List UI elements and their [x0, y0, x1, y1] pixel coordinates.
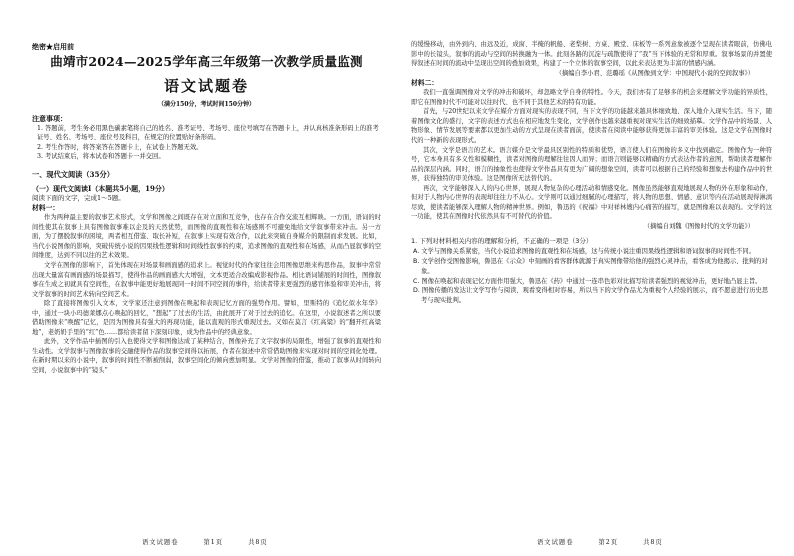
notice-item: 3. 考试结束后，将本试卷和答题卡一并交回。: [37, 153, 165, 161]
source-note: （摘编自刘魏《图像时代的文学功能》）: [643, 222, 754, 230]
paragraph: 文学在图像的影响下，首先体现在对场景和画面感的追求上。视觉时代的作家往往会用图像思维来构思作品，叙事中常常出现大量富有画面感的场景描写，使得作品的画面感大大增强，文本更适合改编成影视作品。相比语词铺展的时间性，图像叙事在生成之初就具有空间性，在叙事中能更好地展现同一时间不同空间的事件，给读者带来更强烈的感官体验和审美冲击，将文学叙事的时间艺术转向空间艺术。: [32, 261, 381, 298]
secret-mark: 绝密★启用前: [32, 42, 74, 51]
source-note: （摘编自李小君、范璐瑶《从图像到文学：中国现代小说的空间叙事》）: [555, 69, 754, 77]
material-label: 材料一：: [32, 204, 60, 213]
footer-paper: 语文试题卷: [142, 539, 179, 546]
paragraph: 其次，文学是语言的艺术。语言媒介是文学最具区别性的特质和优势，语言使人们在图像的多义中找到确定。图像作为一种符号，它本身具有多义性和模糊性，读者对图像的理解往往因人而异；而语言则能够以精确的方式表达作者的意图，帮助读者理解作品的深层内涵。同时，语言的抽象性也使得文学作品具有更为广阔的想象空间，读者可以根据自己的经验和想象去构建作品中的世界，获得独特的审美体验。这是图像所无法替代的。: [411, 146, 772, 183]
footer-page: 第1页: [203, 539, 224, 546]
exam-title: 曲靖市2024—2025学年高三年级第一次教学质量监测: [50, 54, 363, 69]
material-label: 材料二：: [411, 79, 439, 88]
answer-option-b: B. 文学创作受图像影响，鲁迅在《示众》中刻画的看客群体就源于真实图像带给他的强烈心灵冲击，看客成为他揭示、批判的对象。: [413, 258, 768, 275]
page-footer: [142, 537, 290, 546]
paragraph: 再次，文学能够深入人的内心世界，展现人物复杂的心理活动和情感变化。图像虽然能够直观地展现人物的外在形象和动作，但对于人物内心世界的表现却往往力不从心。文学则可以通过细腻的心理描写，将人物的思想、情感、意识等内在活动展现得淋漓尽致，使读者能够深入理解人物的精神世界。例如，鲁迅的《祝福》中对祥林嫂内心痛苦的描写，就是图像难以表现的。文学的这一功能，使其在图像时代依然具有不可替代的价值。: [411, 184, 772, 221]
paragraph: 我们一直强调图像对文学的冲击和破坏，却忽略文学自身的特性。今天，我们亦有了足够多的机会来理解文学功能的异质性，即它在图像时代不可能对以往时代、也不同于其他艺术的特有功能。: [411, 89, 772, 106]
section-title: 一、现代文阅读（35分）: [32, 169, 114, 179]
footer-total: 共8页: [643, 539, 663, 546]
notice-item: 1. 答题前，考生务必用黑色碳素笔将自己的姓名、准考证号、考场号、座位号填写在答题卡上，并认真核准条形码上的准考证号、姓名、考场号、座位号及科目，在规定的位置贴好条形码。: [37, 125, 379, 142]
paragraph: 的缓慢移动，由外到内、由远及近，成窗、半掩的帆船、老梨树、方桌、殿堂、床板等一系列意象被逐个呈现在读者眼前，仿佛电影中的长镜头，叙事的流动与空间的转换融为一体。此刻各路的沉淀与疏散使得了“我”当下体验的无常和厚重。叙事场景的并置使得叙述在时间的流动中呈现出空间的叠加效果，构建了一个立体的叙事空间，以此来表达更为丰富的情感内涵。: [411, 41, 772, 68]
page-footer: [537, 537, 685, 546]
footer-paper: 语文试题卷: [537, 539, 574, 546]
answer-option-d: D. 图像传播的发达让文学写作与阅读、观看变得相对容易，所以当下的文学作品尤为重视个人经验的展示，而不愿意进行历史思考与现实批判。: [413, 287, 769, 305]
footer-total: 共8页: [248, 539, 268, 546]
paragraph: 首先，与20世纪以来文学在媒介方面对现实的表现不同，当下文学的功能越来越具体细致地、深入地介入现实生活。当下，随着图像文化的盛行，文字的表述方式也在相应地发生变化，文学创作也越来越重视对现实生活的细致描摹。文学作品中的场景、人物形象、情节发展等要素都以更加生动的方式呈现在读者面前，使读者在阅读中能够获得更加丰富的审美体验。这是文学在图像时代的一种新的表现形式。: [411, 108, 772, 144]
footer-page: 第2页: [598, 539, 619, 546]
score-note: （满分150分，考试时间150分钟）: [157, 101, 256, 108]
subsection-title: （一）现代文阅读Ⅰ（本题共5小题，19分）: [32, 183, 169, 193]
notice-heading: 注意事项：: [32, 114, 67, 123]
instruction: 阅读下面的文字，完成1～5题。: [32, 193, 125, 202]
paragraph: 此外，文学作品中插图的引入也使得文学和图像达成了某种结合，图像补充了文字叙事的局限性，增强了叙事的直观性和生动性。文学叙事与图像叙事的交融使得作品的叙事空间得以拓展，作者在叙述中常常借助图像来实现对时间的空间化处理。在新时期以来的小说中，叙事的时间性不断被削弱，叙事空间化的倾向愈加明显。文学对图像的借鉴，推动了叙事从时间转向空间，小说叙事中的“镜头”: [32, 338, 381, 374]
answer-option-c: C. 图像在唤起和表现记忆方面作用强大，鲁迅在《药》中通过一连串色彩对比描写给读者强烈的视觉冲击，更好地凸显主旨。: [413, 277, 762, 285]
paragraph: 除了直接将图像引入文本，文学家还注意到图像在唤起和表现记忆方面的强势作用。譬如，里斯特的《追忆似水年华》中，通过一块小玛德莱娜点心唤起的回忆，“想起”了过去的生活，由此展开了对于过去的追忆。在这里，小说叙述者之所以要借助图像来“唤醒”记忆，是因为图像具有强大的再现功能，能以直观的形式重现过去。又如在莫言《红高粱》的“翻开红高粱地”，老奶奶手里的“红”色……都给读者留下深刻印象，成为作品中的经典意象。: [32, 300, 381, 336]
paragraph: 作为两种最主要的叙事艺术形式，文学和图像之间既存在对立面和互竞争，也存在合作交流互相辉映。一方面，语词的时间性使其在叙事上具有图像叙事难以企及的天然优势，而图像的直观性和在场感则不可避免地给文学叙事带来冲击。另一方面，为了摆脱叙事的困境，两者相互借鉴、取长补短，在叙事上实现有效合作，以此来突破自身媒介的限制而求发展。比如，当代小说图像的影响，突破传统小说的因果线性逻辑和时间线性叙事的约束，追求图像的直观性和在场感，从而凸显叙事的空间维度，达到不同以往的艺术效果。: [32, 214, 381, 260]
page-right: [397, 0, 794, 556]
notice-item: 2. 考生作答时，将答案答在答题卡上，在试卷上答题无效。: [37, 143, 203, 151]
question-stem: 1. 下列对材料相关内容的理解和分析，不正确的一项是（3分）: [411, 237, 593, 246]
answer-option-a: A. 文学与图像关系紧密，当代小说追求图像的直观性和在场感，这与传统小说注重因果线性逻辑和语词叙事的时间性不同。: [413, 248, 755, 256]
paper-title: 语文试题卷: [163, 77, 249, 95]
